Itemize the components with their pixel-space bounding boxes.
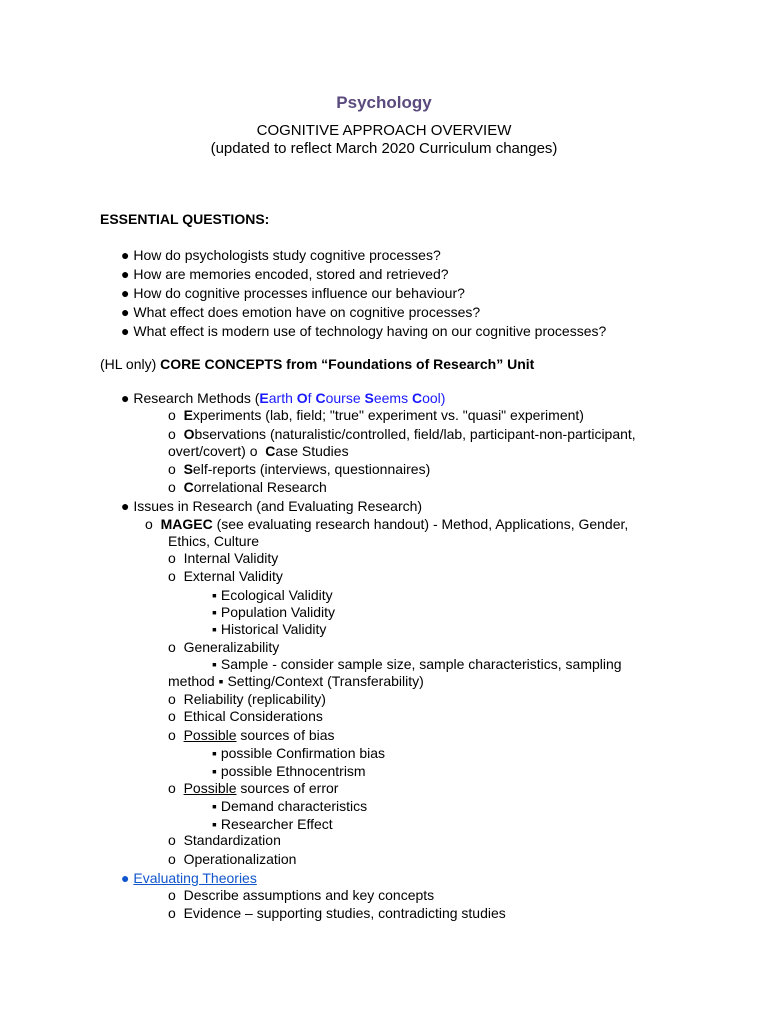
square-bullet-icon: ▪ [212,816,217,832]
bullet-icon: ● [121,498,130,514]
list-item: ● What effect does emotion have on cognitive processes? [121,304,481,320]
hollow-bullet-icon: o [168,887,176,903]
core-concepts-heading: (HL only) CORE CONCEPTS from “Foundations of Research” Unit [100,356,535,372]
list-item: o Correlational Research [168,479,327,495]
square-bullet-icon: ▪ [218,673,224,689]
hollow-bullet-icon: o [145,516,153,532]
research-methods-item: ● Research Methods (Earth Of Course Seems Cool) [121,390,446,406]
list-item: method ▪ Setting/Context (Transferability) [168,673,424,689]
hollow-bullet-icon: o [168,479,176,495]
square-bullet-icon: ▪ [212,587,217,603]
bullet-icon: ● [121,285,130,301]
hollow-bullet-icon: o [168,550,176,566]
evaluating-theories-link[interactable]: Evaluating Theories [133,870,257,886]
list-item: o Operationalization [168,851,297,867]
evaluating-theories-item [121,869,257,887]
bullet-icon: ● [121,266,130,282]
hollow-bullet-icon: o [249,443,258,459]
hollow-bullet-icon: o [168,426,176,442]
bullet-icon: ● [121,390,130,406]
list-item: ▪ possible Confirmation bias [212,745,386,761]
hollow-bullet-icon: o [168,780,176,796]
list-item: ● How do cognitive processes influence our behaviour? [121,285,465,301]
list-item: o Self-reports (interviews, questionnaires) [168,461,431,477]
list-item: o Possible sources of error [168,780,339,796]
list-item: ● How are memories encoded, stored and retrieved? [121,266,449,282]
list-item: o Internal Validity [168,550,279,566]
hollow-bullet-icon: o [168,691,176,707]
list-item: o Reliability (replicability) [168,691,326,707]
list-item: ▪ possible Ethnocentrism [212,763,366,779]
list-item: ▪ Researcher Effect [212,816,333,832]
bullet-icon: ● [121,304,130,320]
list-item: o Observations (naturalistic/controlled, field/lab, participant-non-participant, [168,426,636,442]
square-bullet-icon: ▪ [212,798,217,814]
list-item: Ethics, Culture [168,533,260,549]
list-item: o Possible sources of bias [168,727,335,743]
issues-item: ● Issues in Research (and Evaluating Research) [121,498,423,514]
list-item: ▪ Demand characteristics [212,798,368,814]
list-item: ▪ Population Validity [212,604,336,620]
list-item: overt/covert) o Case Studies [168,443,349,459]
hollow-bullet-icon: o [168,407,176,423]
hollow-bullet-icon: o [168,727,176,743]
hollow-bullet-icon: o [168,461,176,477]
square-bullet-icon: ▪ [212,656,217,672]
bullet-icon: ● [121,323,130,339]
list-item: o Generalizability [168,639,280,655]
list-item: ● What effect is modern use of technology having on our cognitive processes? [121,323,607,339]
bullet-icon: ● [121,247,130,263]
square-bullet-icon: ▪ [212,604,217,620]
square-bullet-icon: ▪ [212,763,217,779]
hollow-bullet-icon: o [168,851,176,867]
document-title: Psychology [336,93,432,112]
list-item: ▪ Ecological Validity [212,587,333,603]
document-subtitle: COGNITIVE APPROACH OVERVIEW [256,122,512,139]
list-item: o Standardization [168,832,281,848]
list-item: o Ethical Considerations [168,708,323,724]
list-item: ● How do psychologists study cognitive processes? [121,247,441,263]
hollow-bullet-icon: o [168,905,176,921]
hollow-bullet-icon: o [168,639,176,655]
list-item: o Evidence – supporting studies, contradicting studies [168,905,506,921]
list-item: o External Validity [168,568,283,584]
square-bullet-icon: ▪ [212,745,217,761]
list-item: o Experiments (lab, field; "true" experiment vs. "quasi" experiment) [168,407,584,423]
list-item: ▪ Sample - consider sample size, sample characteristics, sampling [212,656,622,672]
essential-questions-heading: ESSENTIAL QUESTIONS: [100,211,270,227]
bullet-icon: ● [121,870,130,886]
hollow-bullet-icon: o [168,568,176,584]
square-bullet-icon: ▪ [212,621,217,637]
hollow-bullet-icon: o [168,708,176,724]
list-item: o MAGEC (see evaluating research handout) - Method, Applications, Gender, [145,516,629,532]
hollow-bullet-icon: o [168,832,176,848]
update-note: (updated to reflect March 2020 Curriculum changes) [210,140,558,157]
mnemonic: Earth Of Course Seems Cool) [259,390,446,406]
list-item: ▪ Historical Validity [212,621,327,637]
list-item: o Describe assumptions and key concepts [168,887,435,903]
